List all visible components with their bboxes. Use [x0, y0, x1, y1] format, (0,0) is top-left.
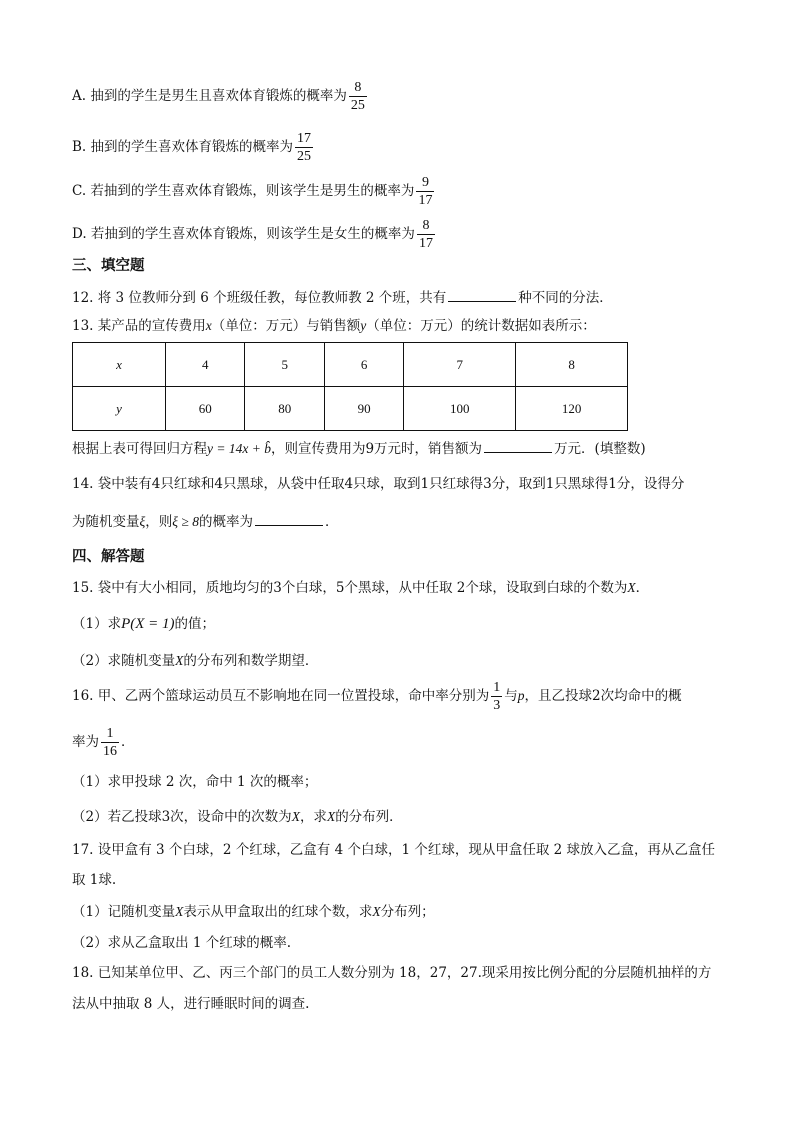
option-b — [72, 131, 315, 164]
option-a-text: A. 抽到的学生是男生且喜欢体育锻炼的概率为 — [72, 88, 347, 104]
question-16-line2: 率为 $\frac{1}{16}$ ． — [72, 726, 135, 759]
option-d — [72, 218, 437, 251]
option-c-fraction: $\frac{9}{17}$ — [418, 175, 433, 208]
q16-fraction-b: $\frac{1}{16}$ — [103, 726, 117, 759]
regression-equation: y = 14x + b̂ — [207, 441, 271, 456]
table-cell: x — [73, 343, 166, 387]
question-17-line2: 取 1球. — [72, 872, 117, 888]
table-cell: 4 — [166, 343, 245, 387]
table-row — [73, 343, 628, 387]
table-cell: y — [73, 387, 166, 431]
question-17-part2: （2）求从乙盒取出 1 个红球的概率. — [72, 935, 292, 951]
data-table — [72, 342, 628, 431]
question-16-part1: （1）求甲投球 2 次，命中 1 次的概率； — [72, 774, 318, 790]
table-cell: 6 — [324, 343, 403, 387]
question-12: 12. 将 3 位教师分到 6 个班级任教，每位教师教 2 个班，共有 种不同的分法． — [72, 287, 613, 308]
question-15-part1: （1）求P(X = 1)的值； — [72, 616, 216, 632]
q16-fraction-a: $\frac{1}{3}$ — [493, 680, 501, 713]
question-14-line2: 为随机变量ξ，则ξ ≥ 8的概率为 ． — [72, 511, 338, 532]
table-cell: 8 — [516, 343, 628, 387]
table-row — [73, 387, 628, 431]
question-16-line1: 16. 甲、乙两个篮球运动员互不影响地在同一位置投球，命中率分别为 $\frac{1}{3}$ 与p，且乙投球2次均命中的概 — [72, 680, 682, 713]
question-17-part1: （1）记随机变量X表示从甲盒取出的红球个数，求X分布列； — [72, 904, 435, 920]
question-14-line1: 14. 袋中装有4只红球和4只黑球，从袋中任取4只球，取到1只红球得3分，取到1只黑球得1分，设得分 — [72, 476, 685, 492]
section-heading-fill-in: 三、填空题 — [72, 258, 145, 274]
table-cell: 90 — [324, 387, 403, 431]
option-d-text: D. 若抽到的学生喜欢体育锻炼，则该学生是女生的概率为 — [72, 226, 415, 242]
question-18-line2: 法从中抽取 8 人，进行睡眠时间的调查. — [72, 996, 310, 1012]
option-b-text: B. 抽到的学生喜欢体育锻炼的概率为 — [72, 139, 294, 155]
answer-blank-14[interactable] — [255, 511, 323, 526]
question-13-stem: 13. 某产品的宣传费用x（单位：万元）与销售额y（单位：万元）的统计数据如表所示： — [72, 318, 596, 334]
question-17-line1: 17. 设甲盒有 3 个白球，2 个红球，乙盒有 4 个白球，1 个红球，现从甲盒任取 2 球放入乙盒，再从乙盒任 — [72, 842, 716, 858]
question-15-part2: （2）求随机变量X的分布列和数学期望． — [72, 653, 319, 669]
question-15-stem: 15. 袋中有大小相同，质地均匀的3个白球，5个黑球，从中任取 2个球，设取到白球的个数为X． — [72, 580, 650, 596]
section-heading-solutions: 四、解答题 — [72, 549, 145, 565]
option-d-fraction: $\frac{8}{17}$ — [418, 218, 433, 251]
answer-blank-13[interactable] — [484, 438, 552, 453]
answer-blank-12[interactable] — [448, 287, 516, 302]
table-cell: 60 — [166, 387, 245, 431]
option-c — [72, 175, 436, 208]
table-cell: 100 — [404, 387, 516, 431]
table-cell: 7 — [404, 343, 516, 387]
table-cell: 120 — [516, 387, 628, 431]
option-a-fraction: $\frac{8}{25}$ — [350, 80, 365, 113]
question-16-part2: （2）若乙投球3次，设命中的次数为X，求X的分布列． — [72, 809, 403, 825]
question-18-line1: 18. 已知某单位甲、乙、丙三个部门的员工人数分别为 18，27，27.现采用按比例分配的分层随机抽样的方 — [72, 965, 712, 981]
option-c-text: C. 若抽到的学生喜欢体育锻炼，则该学生是男生的概率为 — [72, 183, 415, 199]
table-cell: 80 — [245, 387, 324, 431]
option-b-fraction: $\frac{17}{25}$ — [297, 131, 312, 164]
option-a — [72, 80, 369, 113]
table-cell: 5 — [245, 343, 324, 387]
question-13-followup: 根据上表可得回归方程y = 14x + b̂，则宣传费用为9万元时，销售额为 万元．(填整数) — [72, 438, 646, 459]
